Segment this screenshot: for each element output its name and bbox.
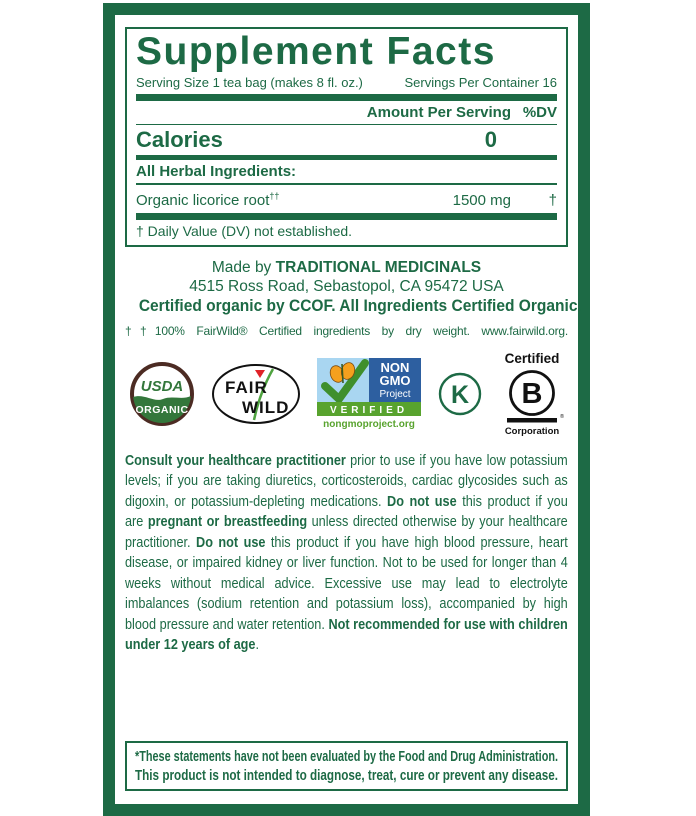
amount-header-row: [136, 103, 557, 123]
serving-row: [136, 74, 557, 91]
ingredient-amount: 1500 mg: [452, 191, 511, 209]
ingredient-dv: †: [548, 191, 557, 209]
svg-text:ORGANIC: ORGANIC: [134, 403, 189, 416]
svg-text:FAIR: FAIR: [224, 377, 268, 397]
manufacturer-block: [125, 258, 582, 317]
servings-per-container: Servings Per Container 16: [404, 74, 557, 90]
svg-text:K: K: [450, 380, 469, 409]
supplement-facts-panel: [125, 27, 568, 247]
svg-text:B: B: [521, 377, 542, 410]
divider-thick: [136, 213, 557, 220]
svg-text:®: ®: [559, 413, 564, 420]
non-gmo-project-seal-icon: [317, 358, 421, 430]
amount-per-serving-header: Amount Per Serving: [366, 103, 511, 121]
svg-text:NON: NON: [380, 359, 409, 375]
divider-thick: [136, 94, 557, 101]
svg-text:USDA: USDA: [140, 377, 183, 395]
warning-paragraph: Consult your healthcare practitioner prior to use if you have low potassium levels; if you are taking diuretics, corticosteroids, cardiac glycosides such as digoxin, or potassium-depleting medications. Do not use this product if you are pregnant or breastfeeding unless directed otherwise by your healthcare practitioner. Do not use this product if you have high blood pressure, heart disease, or impaired kidney or liver function. Not to be used for longer than 4 weeks without medical advice. Excessive use may lead to electrolyte imbalances (sodium retention and potassium loss), accompanied by high blood pressure and water retention. Not recommended for use with children under 12 years of age.: [125, 452, 568, 654]
fairwild-seal-icon: [211, 363, 301, 425]
disclaimer-line-2: This product is not intended to diagnose, treat, cure or prevent any disease.: [135, 767, 558, 784]
divider-medium: [136, 155, 557, 160]
ingredient-daggers: ††: [269, 190, 280, 201]
svg-text:Project: Project: [378, 388, 411, 400]
svg-text:Corporation: Corporation: [504, 425, 559, 437]
svg-text:nongmoproject.org: nongmoproject.org: [322, 418, 415, 430]
ingredients-header: All Herbal Ingredients:: [136, 163, 297, 181]
usda-organic-seal-icon: [129, 361, 195, 427]
dv-header: %DV: [522, 103, 557, 121]
brand-name: TRADITIONAL MEDICINALS: [275, 258, 482, 276]
label-frame: [103, 3, 590, 816]
address-line: 4515 Ross Road, Sebastopol, CA 95472 USA: [189, 277, 504, 295]
panel-title: Supplement Facts: [136, 30, 496, 73]
fda-disclaimer-box: [125, 741, 568, 791]
label-inner: [115, 15, 582, 804]
calories-label: Calories: [136, 127, 223, 153]
fairwild-note: ††100% FairWild® Certified ingredients by dry weight. www.fairwild.org.: [125, 323, 568, 338]
svg-text:GMO: GMO: [378, 372, 411, 388]
made-by-prefix: Made by: [211, 258, 276, 276]
b-corporation-seal-icon: [499, 351, 565, 437]
divider-thin: [136, 124, 557, 126]
calories-value: 0: [484, 127, 497, 153]
ccof-line: Certified organic by CCOF. All Ingredients Certified Organic.: [138, 296, 582, 315]
divider-thin: [136, 183, 557, 185]
ingredients-header-row: [136, 162, 557, 182]
made-by-line: [125, 258, 568, 277]
certification-logos-row: [125, 351, 568, 437]
ingredient-name: Organic licorice root††: [136, 190, 280, 209]
svg-text:VERIFIED: VERIFIED: [329, 404, 408, 416]
dv-footnote: † Daily Value (DV) not established.: [136, 222, 353, 239]
svg-text:Certified: Certified: [504, 350, 559, 366]
calories-row: [136, 126, 557, 153]
kosher-seal-icon: [437, 371, 483, 417]
ingredient-row: [136, 186, 557, 211]
svg-text:WILD: WILD: [241, 397, 289, 417]
serving-size: Serving Size 1 tea bag (makes 8 fl. oz.): [136, 74, 363, 90]
disclaimer-line-1: *These statements have not been evaluated by the Food and Drug Administration.: [135, 748, 558, 765]
